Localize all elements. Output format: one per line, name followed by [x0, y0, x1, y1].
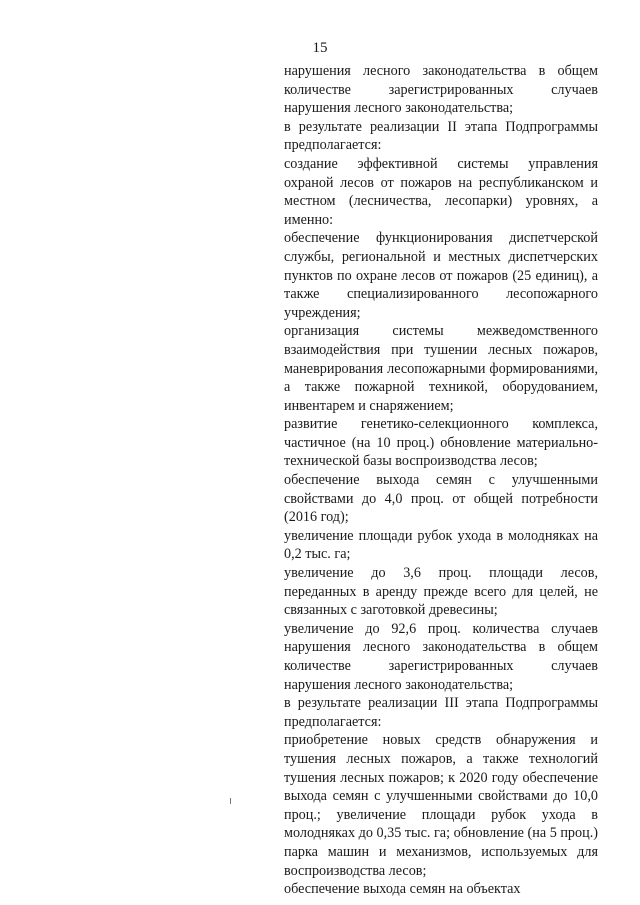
paragraph: обеспечение выхода семян с улучшенными свойствами до 4,0 проц. от общей потребности (2016 год); [284, 472, 598, 526]
paragraph: увеличение до 3,6 проц. площади лесов, переданных в аренду прежде всего для целей, не связанных с заготовкой древесины; [284, 565, 598, 619]
paragraph: увеличение до 92,6 проц. количества случаев нарушения лесного законодательства в общем количестве зарегистрированных случаев нарушения лесного законодательства; [284, 620, 598, 693]
paragraph: организация системы межведомственного взаимодействия при тушении лесных пожаров, маневрирования лесопожарными формированиями, а также пожарной техникой, оборудованием, инвентарем и снаряжением; [284, 323, 598, 414]
document-body [284, 62, 598, 899]
paragraph: развитие генетико-селекционного комплекса, частичное (на 10 проц.) обновление материально-технической базы воспроизводства лесов; [284, 416, 598, 470]
paragraph: в результате реализации III этапа Подпрограммы предполагается: [284, 695, 598, 730]
paragraph: в результате реализации II этапа Подпрограммы предполагается: [284, 118, 598, 154]
page-number: 15 [312, 40, 328, 56]
paragraph: создание эффективной системы управления охраной лесов от пожаров на республиканском и местном (лесничества, лесопарки) уровнях, а именно: [284, 155, 598, 228]
scan-mark [230, 798, 231, 804]
paragraph: обеспечение выхода семян на объектах [284, 881, 521, 898]
paragraph: нарушения лесного законодательства в общем количестве зарегистрированных случаев нарушения лесного законодательства; [284, 63, 598, 117]
paragraph: приобретение новых средств обнаружения и тушения лесных пожаров, а также технологий тушения лесных пожаров; к 2020 году обеспечение выхода семян с улучшенными свойствами до 10,0 проц.; увеличение площади рубок ухода в молодняках до 0,35 тыс. га; обновление (на 5 проц.) парка машин и механизмов, используемых для воспроизводства лесов; [284, 732, 598, 879]
paragraph: увеличение площади рубок ухода в молодняках на 0,2 тыс. га; [284, 527, 598, 563]
paragraph: обеспечение функционирования диспетчерской службы, региональной и местных диспетчерских пунктов по охране лесов от пожаров (25 единиц), а также специализированного лесопожарного учреждения; [284, 230, 598, 321]
